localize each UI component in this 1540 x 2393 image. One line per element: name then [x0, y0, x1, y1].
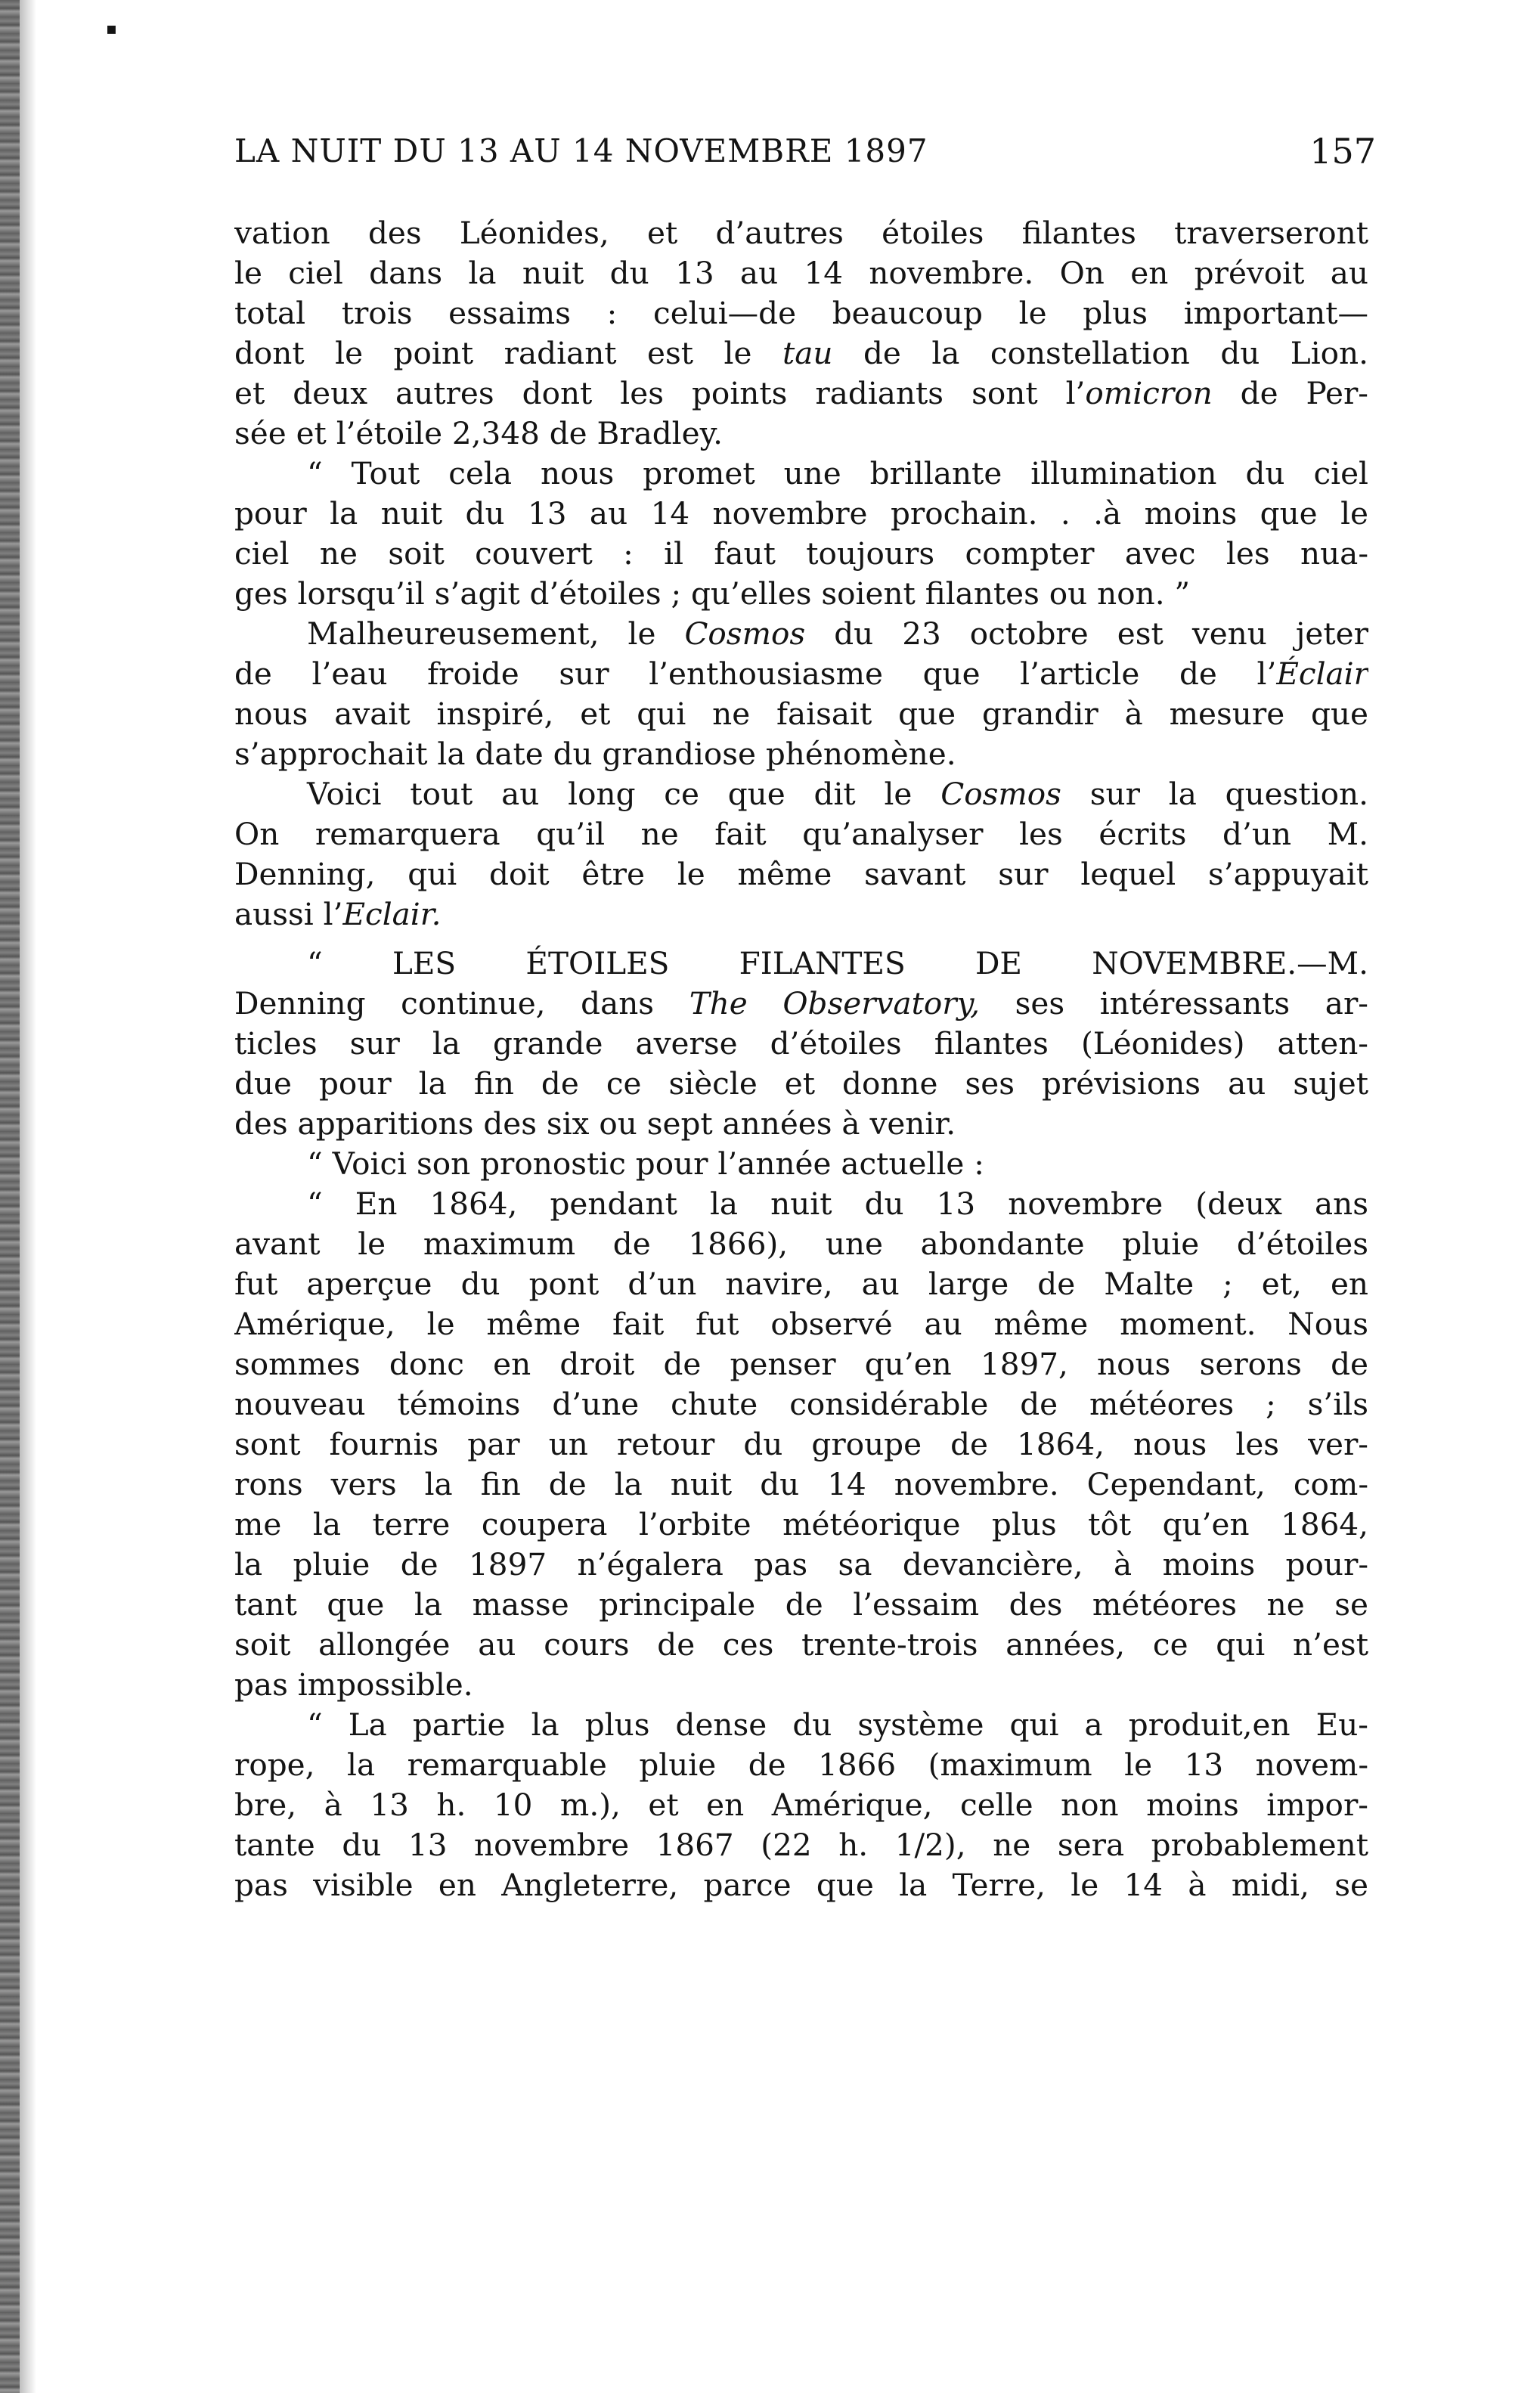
text-line	[234, 654, 1368, 694]
text-line: s’approchait la date du grandiose phénomène.	[234, 736, 956, 772]
italic-term: Éclair	[1276, 656, 1368, 692]
italic-term: Eclair.	[342, 896, 442, 932]
text-line: Denning, qui doit être le même savant sur lequel s’appuyait	[234, 856, 1368, 892]
line-text: Denning continue, dans	[234, 985, 689, 1021]
text-line: sont fournis par un retour du groupe de 1864, nous les ver-	[234, 1426, 1368, 1462]
italic-term: Cosmos	[940, 776, 1061, 812]
line-text: de la constellation du Lion.	[832, 335, 1368, 371]
text-line: nous avait inspiré, et qui ne faisait que grandir à mesure que	[234, 696, 1368, 732]
text-line: me la terre coupera l’orbite météorique plus tôt qu’en 1864,	[234, 1506, 1368, 1542]
line-text: de l’eau froide sur l’enthousiasme que l’article de l’	[234, 656, 1277, 692]
text-line: “ Voici son pronostic pour l’année actuelle :	[307, 1145, 984, 1182]
text-line	[234, 333, 1368, 374]
text-line: tant que la masse principale de l’essaim des météores ne se	[234, 1586, 1368, 1623]
text-line: sommes donc en droit de penser qu’en 1897, nous serons de	[234, 1346, 1368, 1382]
line-text: sur la question.	[1061, 776, 1368, 812]
text-line: “ LES ÉTOILES FILANTES DE NOVEMBRE.—M.	[307, 945, 1368, 981]
italic-term: omicron	[1085, 375, 1213, 411]
binding-shadow	[20, 0, 36, 2393]
line-text: du 23 octobre est venu jeter	[805, 615, 1368, 652]
italic-term: The Observatory,	[689, 985, 981, 1021]
italic-term: tau	[782, 335, 833, 371]
text-line: “ Tout cela nous promet une brillante illumination du ciel	[307, 455, 1368, 491]
text-line: bre, à 13 h. 10 m.), et en Amérique, celle non moins impor-	[234, 1787, 1368, 1823]
text-line: tante du 13 novembre 1867 (22 h. 1/2), ne sera probablement	[234, 1827, 1368, 1863]
text-line: Amérique, le même fait fut observé au même moment. Nous	[234, 1306, 1368, 1342]
scan-speck: ▪	[106, 20, 117, 39]
body-text	[234, 213, 1368, 1905]
text-line	[234, 984, 1368, 1024]
text-line: des apparitions des six ou sept années à venir.	[234, 1105, 956, 1142]
text-line: le ciel dans la nuit du 13 au 14 novembre. On en prévoit au	[234, 255, 1368, 291]
text-line: avant le maximum de 1866), une abondante pluie d’étoiles	[234, 1226, 1368, 1262]
text-line: pour la nuit du 13 au 14 novembre prochain. . .à moins que le	[234, 495, 1368, 532]
binding-gutter	[0, 0, 20, 2393]
text-line: ciel ne soit couvert : il faut toujours compter avec les nua-	[234, 535, 1368, 572]
running-head: LA NUIT DU 13 AU 14 NOVEMBRE 1897	[234, 132, 928, 169]
text-line: rope, la remarquable pluie de 1866 (maximum le 13 novem-	[234, 1747, 1368, 1783]
text-line: “ La partie la plus dense du système qui a produit,en Eu-	[307, 1706, 1368, 1743]
text-line: ticles sur la grande averse d’étoiles filantes (Léonides) atten-	[234, 1025, 1368, 1062]
line-text: de Per-	[1212, 375, 1368, 411]
text-line: pas visible en Angleterre, parce que la Terre, le 14 à midi, se	[234, 1867, 1368, 1903]
text-line: rons vers la fin de la nuit du 14 novembre. Cependant, com-	[234, 1466, 1368, 1502]
line-text: et deux autres dont les points radiants sont l’	[234, 375, 1086, 411]
text-line	[234, 774, 1368, 814]
text-line	[234, 614, 1368, 654]
text-line	[234, 894, 1368, 935]
text-line: vation des Léonides, et d’autres étoiles filantes traverseront	[234, 215, 1368, 251]
text-line: “ En 1864, pendant la nuit du 13 novembre (deux ans	[307, 1186, 1368, 1222]
text-line: fut aperçue du pont d’un navire, au large de Malte ; et, en	[234, 1266, 1368, 1302]
line-text: aussi l’	[234, 896, 343, 932]
text-line: total trois essaims : celui—de beaucoup le plus important—	[234, 295, 1368, 331]
text-line	[234, 374, 1368, 414]
line-text: Malheureusement, le	[307, 615, 685, 652]
line-text: dont le point radiant est le	[234, 335, 782, 371]
page-number: 157	[1309, 131, 1376, 172]
text-line: On remarquera qu’il ne fait qu’analyser les écrits d’un M.	[234, 816, 1368, 852]
line-text: Voici tout au long ce que dit le	[307, 776, 941, 812]
text-line: soit allongée au cours de ces trente-trois années, ce qui n’est	[234, 1626, 1368, 1663]
text-line: due pour la fin de ce siècle et donne ses prévisions au sujet	[234, 1065, 1368, 1102]
text-line: sée et l’étoile 2,348 de Bradley.	[234, 415, 723, 451]
line-text: ses intéressants ar-	[980, 985, 1368, 1021]
text-line: ges lorsqu’il s’agit d’étoiles ; qu’elles soient filantes ou non. ”	[234, 575, 1191, 612]
text-line: la pluie de 1897 n’égalera pas sa devancière, à moins pour-	[234, 1546, 1368, 1582]
text-line: nouveau témoins d’une chute considérable de météores ; s’ils	[234, 1386, 1368, 1422]
italic-term: Cosmos	[684, 615, 806, 652]
text-line: pas impossible.	[234, 1666, 473, 1703]
